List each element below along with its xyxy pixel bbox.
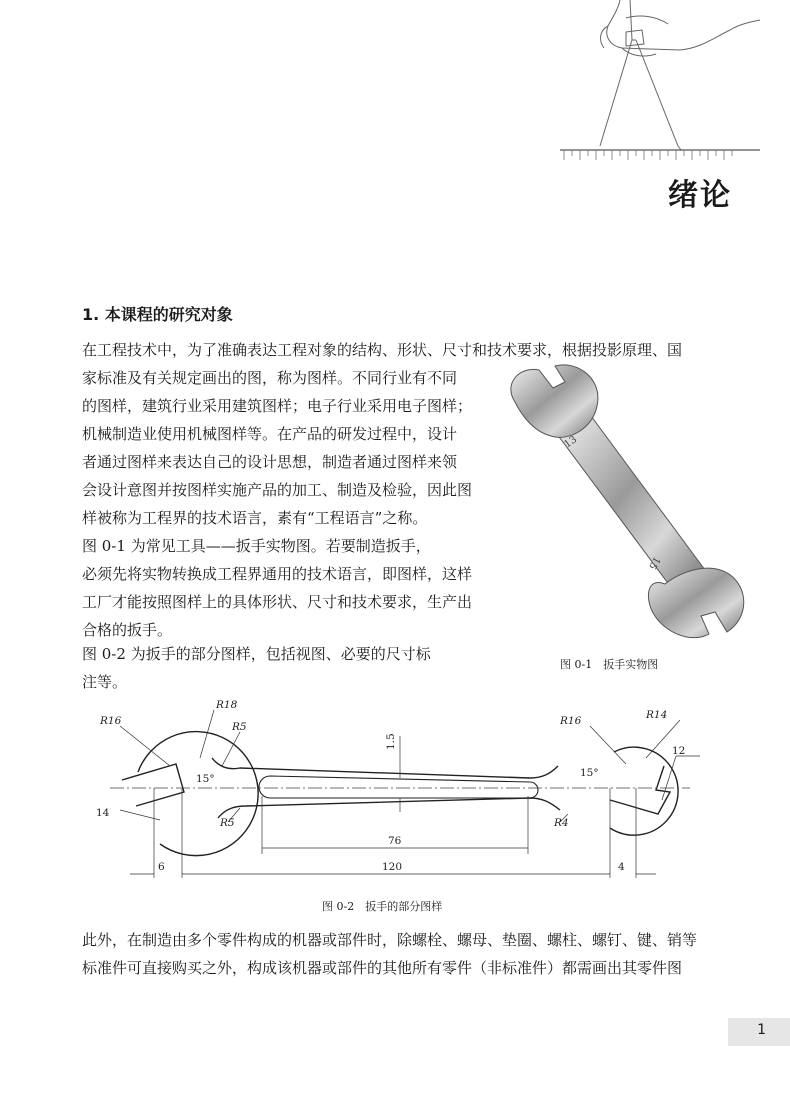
paragraph-line: 样被称为工程界的技术语言，素有“工程语言”之称。 xyxy=(82,509,428,527)
paragraph-line: 合格的扳手。 xyxy=(82,621,173,639)
paragraph-line: 图 0-2 为扳手的部分图样，包括视图、必要的尺寸标 xyxy=(82,645,431,663)
wrench-photo xyxy=(495,362,765,647)
paragraph-2 xyxy=(82,532,472,644)
paragraph-line: 的图样，建筑行业采用建筑图样；电子行业采用电子图样； xyxy=(82,397,473,415)
paragraph-line: 图 0-1 为常见工具——扳手实物图。若要制造扳手， xyxy=(82,537,431,555)
label-14: 14 xyxy=(96,807,110,819)
paragraph-4 xyxy=(82,926,697,982)
label-r5-top: R5 xyxy=(232,721,247,733)
label-angle-left: 15° xyxy=(196,773,215,785)
label-12: 12 xyxy=(672,745,686,757)
chapter-title: 绪论 xyxy=(668,178,732,213)
label-r5-bottom: R5 xyxy=(220,817,235,829)
paragraph-line: 标准件可直接购买之外，构成该机器或部件的其他所有零件（非标准件）都需画出其零件图 xyxy=(82,959,683,977)
paragraph-line: 家标准及有关规定画出的图，称为图样。不同行业有不同 xyxy=(82,369,458,387)
paragraph-line: 在工程技术中，为了准确表达工程对象的结构、形状、尺寸和技术要求，根据投影原理、国 xyxy=(82,341,683,359)
label-angle-right: 15° xyxy=(580,767,599,779)
label-r4: R4 xyxy=(554,817,569,829)
compass-hand-illustration xyxy=(560,0,760,165)
paragraph-line: 机械制造业使用机械图样等。在产品的研发过程中，设计 xyxy=(82,425,458,443)
paragraph-line: 必须先将实物转换成工程界通用的技术语言，即图样，这样 xyxy=(82,565,473,583)
section-heading: 1. 本课程的研究对象 xyxy=(82,305,233,324)
label-120: 120 xyxy=(382,861,403,873)
label-r14: R14 xyxy=(646,709,668,721)
page-number: 1 xyxy=(757,1022,766,1038)
label-1-5: 1.5 xyxy=(385,733,397,750)
paragraph-line: 者通过图样来表达自己的设计思想，制造者通过图样来领 xyxy=(82,453,458,471)
paragraph-line: 注等。 xyxy=(82,673,128,691)
label-4: 4 xyxy=(618,861,625,873)
label-76: 76 xyxy=(388,835,402,847)
paragraph-line: 工厂才能按照图样上的具体形状、尺寸和技术要求，生产出 xyxy=(82,593,473,611)
paragraph-line: 此外，在制造由多个零件构成的机器或部件时，除螺栓、螺母、垫圈、螺柱、螺钉、键、销等 xyxy=(82,931,698,949)
wrench-stamp-left: 13 xyxy=(562,434,580,451)
figure-1-caption: 图 0-1 扳手实物图 xyxy=(560,658,659,671)
label-6: 6 xyxy=(158,861,165,873)
label-r16-right: R16 xyxy=(560,715,582,727)
label-r16-left: R16 xyxy=(100,715,122,727)
figure-2-caption: 图 0-2 扳手的部分图样 xyxy=(322,900,443,913)
wrench-stamp-right: 15 xyxy=(646,554,662,572)
paragraph-line: 会设计意图并按图样实施产品的加工、制造及检验，因此图 xyxy=(82,481,473,499)
label-r18: R18 xyxy=(216,699,238,711)
wrench-drawing xyxy=(90,696,710,892)
paragraph-3 xyxy=(82,640,431,696)
